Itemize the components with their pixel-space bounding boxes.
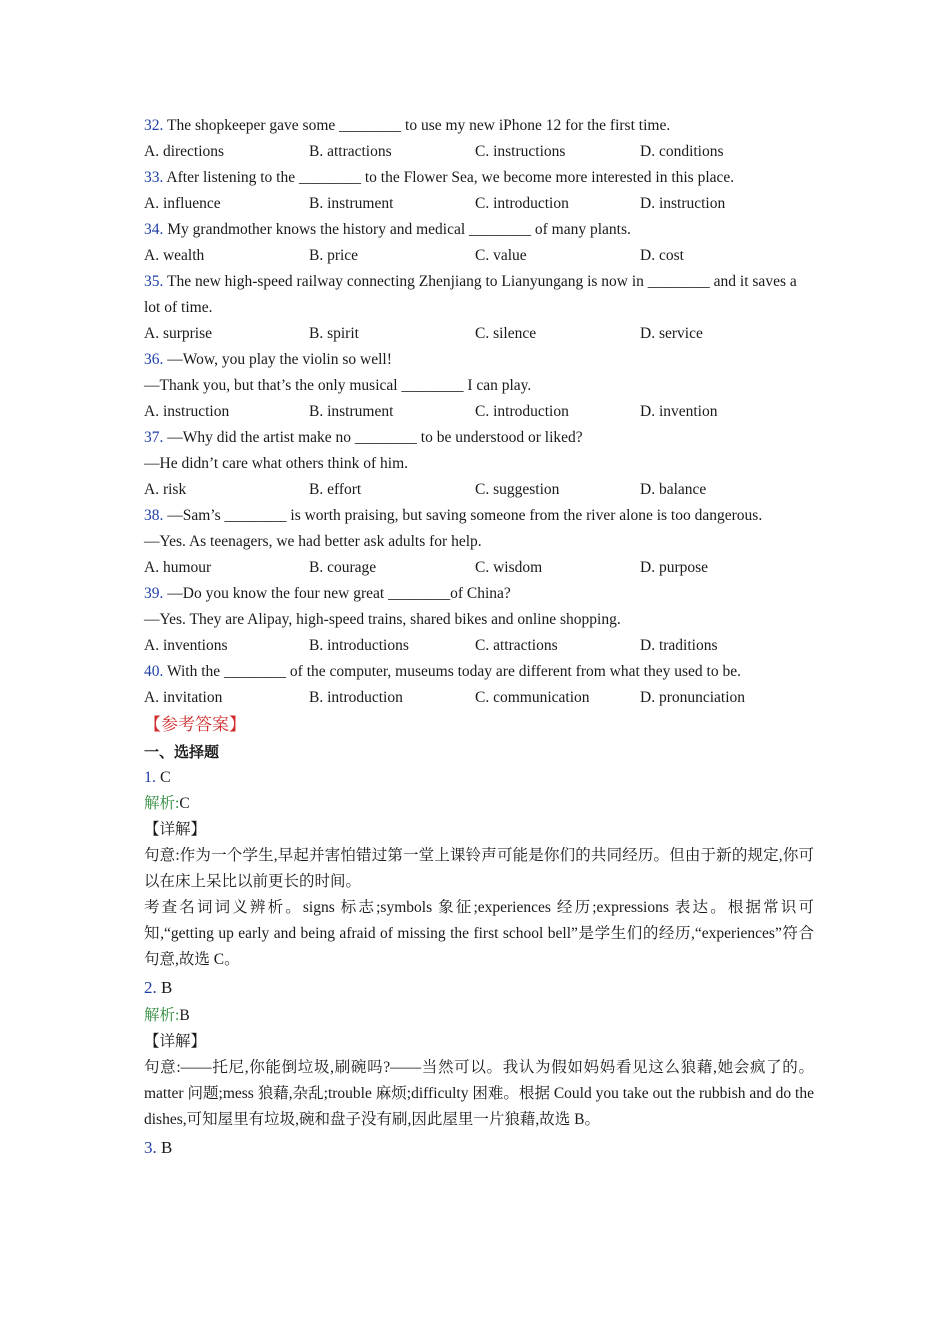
answer-3 (144, 1133, 814, 1163)
option-c: C. suggestion (475, 481, 560, 498)
dialogue-line: —Yes. As teenagers, we had better ask adults for help. (144, 533, 482, 550)
question-40 (144, 659, 814, 711)
question-stem: After listening to the ________ to the Flower Sea, we become more interested in this place. (166, 169, 735, 186)
dialogue-line: —Thank you, but that’s the only musical ________ I can play. (144, 377, 532, 394)
option-c: C. wisdom (475, 559, 543, 576)
question-stem: —Wow, you play the violin so well! (167, 351, 392, 368)
question-stem: —Do you know the four new great ________of China? (167, 585, 511, 602)
answer-2 (144, 973, 814, 1133)
option-c: C. introduction (475, 195, 569, 212)
question-number: 32. (144, 117, 164, 134)
options-row (144, 555, 814, 581)
option-a: A. risk (144, 481, 187, 498)
analysis-label: 解析: (144, 1007, 180, 1024)
options-row (144, 685, 814, 711)
question-number: 34. (144, 221, 164, 238)
option-d: D. balance (640, 481, 707, 498)
option-c: C. silence (475, 325, 537, 342)
option-d: D. invention (640, 403, 718, 420)
answer-number: 3. (144, 1138, 157, 1157)
answer-number: 2. (144, 978, 157, 997)
question-stem: The shopkeeper gave some ________ to use my new iPhone 12 for the first time. (166, 117, 671, 134)
question-32 (144, 113, 814, 165)
explanation-paragraph: 句意:作为一个学生,早起并害怕错过第一堂上课铃声可能是你们的共同经历。但由于新的规定,你可以在床上呆比以前更长的时间。 (144, 847, 814, 890)
option-a: A. wealth (144, 247, 205, 264)
answer-number: 1. (144, 769, 156, 786)
option-b: B. introductions (309, 637, 409, 654)
option-c: C. communication (475, 689, 590, 706)
analysis-value: C (179, 795, 190, 812)
question-number: 40. (144, 663, 164, 680)
answer-letter: C (160, 769, 171, 786)
option-b: B. attractions (309, 143, 392, 160)
option-b: B. price (309, 247, 359, 264)
option-b: B. instrument (309, 195, 394, 212)
option-d: D. pronunciation (640, 689, 746, 706)
option-d: D. purpose (640, 559, 709, 576)
question-number: 37. (144, 429, 164, 446)
option-d: D. cost (640, 247, 684, 264)
options-row (144, 633, 814, 659)
option-c: C. instructions (475, 143, 566, 160)
question-35 (144, 269, 814, 347)
explanation-paragraph: 考查名词词义辨析。signs 标志;symbols 象征;experiences 经历;expressions 表达。根据常识可知,“getting up early and being afraid of missing the first school bell”是学生们的经历,“experiences”符合句意,故选 C。 (144, 899, 814, 968)
options-row (144, 191, 814, 217)
question-stem: —Why did the artist make no ________ to be understood or liked? (167, 429, 583, 446)
option-c: C. attractions (475, 637, 558, 654)
answer-1 (144, 765, 814, 973)
options-row (144, 321, 814, 347)
option-c: C. introduction (475, 403, 569, 420)
option-a: A. instruction (144, 403, 230, 420)
option-a: A. influence (144, 195, 221, 212)
option-a: A. directions (144, 143, 225, 160)
options-row (144, 399, 814, 425)
question-number: 38. (144, 507, 164, 524)
question-37 (144, 425, 814, 503)
question-number: 36. (144, 351, 164, 368)
question-number: 35. (144, 273, 164, 290)
explanation-paragraph: 句意:——托尼,你能倒垃圾,刷碗吗?——当然可以。我认为假如妈妈看见这么狼藉,她会疯了的。matter 问题;mess 狼藉,杂乱;trouble 麻烦;difficulty 困难。根据 Could you take out the rubbish and do the dishes,可知屋里有垃圾,碗和盘子没有刷,因此屋里一片狼藉,故选 B。 (144, 1059, 814, 1128)
option-b: B. introduction (309, 689, 403, 706)
answer-letter: B (161, 978, 173, 997)
option-b: B. courage (309, 559, 377, 576)
detail-label: 【详解】 (144, 1033, 207, 1050)
option-d: D. service (640, 325, 703, 342)
option-b: B. spirit (309, 325, 359, 342)
question-number: 33. (144, 169, 164, 186)
dialogue-line: —He didn’t care what others think of him. (144, 455, 409, 472)
option-a: A. surprise (144, 325, 213, 342)
detail-label: 【详解】 (144, 821, 207, 838)
option-a: A. invitation (144, 689, 223, 706)
option-d: D. instruction (640, 195, 726, 212)
option-b: B. instrument (309, 403, 394, 420)
document-body (144, 113, 814, 1163)
answers-heading: 【参考答案】 (144, 715, 246, 734)
question-number: 39. (144, 585, 164, 602)
option-b: B. effort (309, 481, 362, 498)
question-39 (144, 581, 814, 659)
option-d: D. conditions (640, 143, 724, 160)
question-stem: With the ________ of the computer, museums today are different from what they used to be. (166, 663, 741, 680)
question-33 (144, 165, 814, 217)
question-38 (144, 503, 814, 581)
option-a: A. humour (144, 559, 212, 576)
analysis-label: 解析: (144, 795, 180, 812)
question-36 (144, 347, 814, 425)
option-d: D. traditions (640, 637, 718, 654)
analysis-value: B (179, 1007, 190, 1024)
option-c: C. value (475, 247, 527, 264)
options-row (144, 243, 814, 269)
question-stem: The new high-speed railway connecting Zhenjiang to Lianyungang is now in ________ and it saves a lot of time. (144, 273, 797, 316)
option-a: A. inventions (144, 637, 228, 654)
dialogue-line: —Yes. They are Alipay, high-speed trains, shared bikes and online shopping. (144, 611, 621, 628)
options-row (144, 139, 814, 165)
question-34 (144, 217, 814, 269)
question-stem: —Sam’s ________ is worth praising, but saving someone from the river alone is too dangerous. (167, 507, 763, 524)
question-stem: My grandmother knows the history and medical ________ of many plants. (167, 221, 631, 238)
answer-letter: B (161, 1138, 173, 1157)
section-title: 一、选择题 (144, 743, 220, 761)
options-row (144, 477, 814, 503)
